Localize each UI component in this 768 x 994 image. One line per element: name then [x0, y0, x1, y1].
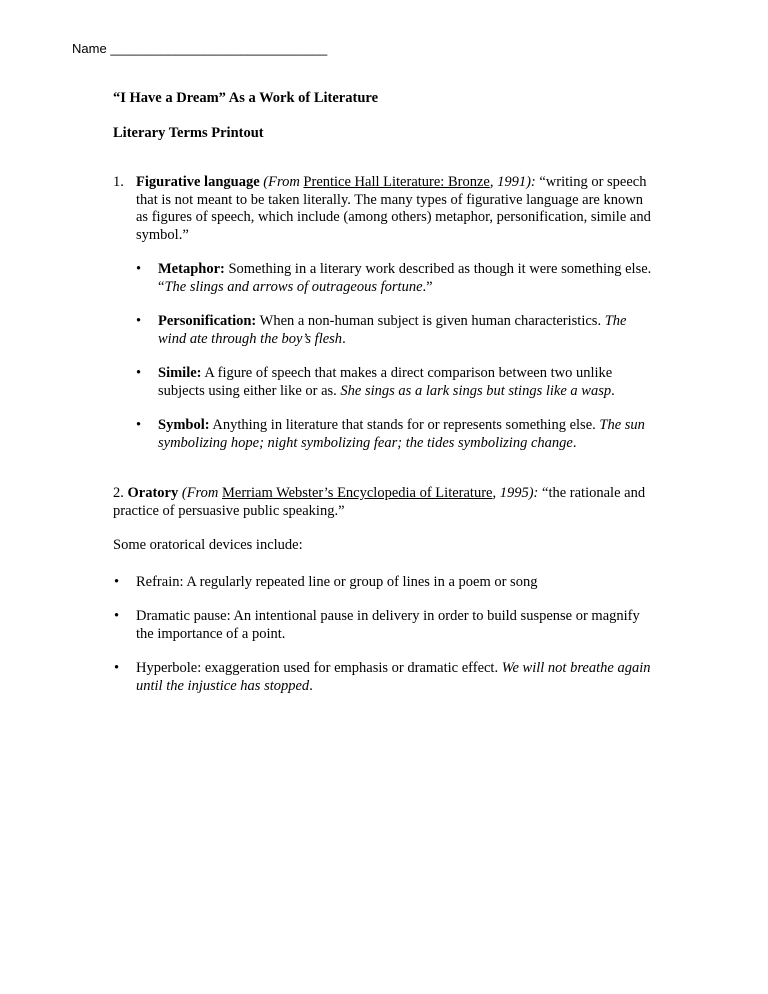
document-subtitle: Literary Terms Printout — [113, 124, 264, 141]
source-suffix: , 1995): — [492, 485, 539, 501]
bullet-icon: • — [114, 660, 120, 676]
device-example: We will not breathe again until the injustice has stopped — [136, 660, 651, 694]
device-text: Refrain: A regularly repeated line or group of lines in a poem or song — [136, 573, 538, 590]
bullet-icon: • — [114, 608, 120, 624]
example-text: A figure of speech that makes a direct comparison between two unlike subjects using either like or as. — [158, 365, 613, 399]
source-suffix: , 1991): — [489, 174, 536, 190]
source-title: Merriam Webster’s Encyclopedia of Literature — [222, 485, 493, 501]
term-name: Oratory — [127, 485, 179, 501]
name-blank: ______________________________ — [110, 41, 328, 56]
list-item-personification — [136, 313, 653, 348]
bullet-icon: • — [136, 261, 142, 277]
example-quote: The wind ate through the boy’s flesh — [158, 313, 627, 347]
document-title: “I Have a Dream” As a Work of Literature — [113, 90, 379, 106]
list-item-refrain — [114, 573, 653, 592]
example-after: . — [572, 434, 577, 451]
name-label: Name — [72, 41, 107, 56]
example-after: . — [611, 382, 615, 399]
example-label: Symbol: — [158, 417, 210, 433]
example-text: Something in a literary work described as though it were something else. “ — [158, 261, 652, 295]
term-number: 1. — [113, 174, 124, 190]
source-title: Prentice Hall Literature: Bronze — [303, 174, 490, 190]
list-item-hyperbole — [114, 660, 653, 695]
term-name: Figurative language — [136, 174, 260, 190]
example-after: .” — [422, 278, 433, 295]
device-text: Hyperbole: exaggeration used for emphasis or dramatic effect. — [136, 660, 502, 676]
bullet-icon: • — [136, 417, 142, 433]
bullet-icon: • — [136, 365, 142, 381]
example-label: Personification: — [158, 313, 257, 329]
term-definition: “writing or speech that is not meant to be taken literally. The many types of figurative language are known as figures of speech, which include (among others) metaphor, personification, simile and symbol.” — [136, 174, 651, 243]
example-text: When a non-human subject is given human characteristics. — [256, 313, 605, 329]
example-after: . — [342, 330, 346, 347]
source-prefix: (From — [263, 174, 304, 190]
list-item-simile — [136, 365, 653, 400]
term-oratory — [113, 485, 653, 520]
example-label: Simile: — [158, 365, 202, 381]
example-quote: The slings and arrows of outrageous fortune — [164, 278, 423, 295]
oratory-devices-list — [113, 574, 653, 696]
list-item-symbol — [136, 417, 653, 452]
example-quote: The sun symbolizing hope; night symbolizing fear; the tides symbolizing change — [158, 417, 645, 451]
example-label: Metaphor: — [158, 261, 225, 277]
figurative-examples-list — [113, 261, 653, 452]
example-quote: She sings as a lark sings but stings like a wasp — [340, 382, 612, 399]
term-definition: “the rationale and practice of persuasive public speaking.” — [113, 485, 646, 519]
list-item-dramatic-pause — [114, 608, 653, 643]
term-figurative-language — [113, 174, 653, 244]
document-body — [113, 90, 653, 695]
list-item-metaphor — [136, 261, 653, 296]
bullet-icon: • — [114, 573, 120, 590]
name-field — [72, 41, 327, 57]
device-text: Dramatic pause: An intentional pause in delivery in order to build suspense or magnify the importance of a point. — [136, 608, 640, 642]
bullet-icon: • — [136, 313, 142, 329]
term-number: 2. — [113, 485, 124, 501]
source-prefix: (From — [181, 485, 222, 501]
example-text: Anything in literature that stands for or represents something else. — [209, 417, 600, 433]
device-after: . — [309, 677, 313, 694]
oratory-intro: Some oratorical devices include: — [113, 537, 303, 553]
